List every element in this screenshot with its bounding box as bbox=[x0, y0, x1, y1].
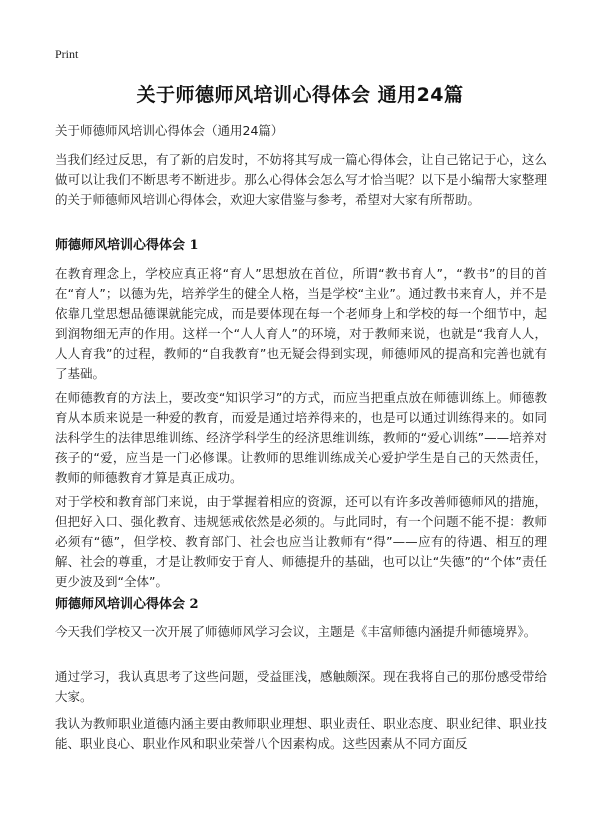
print-link[interactable]: Print bbox=[55, 47, 79, 61]
section-heading-2: 师德师风培训心得体会 2 bbox=[55, 597, 199, 612]
section-2-paragraph-1: 今天我们学校又一次开展了师德师风学习会议，主题是《丰富师德内涵提升师德境界》。 bbox=[55, 624, 537, 639]
section-1-paragraph-3: 对于学校和教育部门来说，由于掌握着相应的资源，还可以有许多改善师德师风的措施，但把好入口、强化教育、违规惩戒依然是必须的。与此同时，有一个问题不能不提：教师必须有“德”，但学校、教育部门、社会也应当让教师有“得”——应有的待遇、相互的理解、社会的尊重，才是让教师安于育人、师德提升的基础，也可以让“失德”的“个体”责任更少波及到“全体”。 bbox=[55, 494, 547, 589]
section-2-paragraph-2: 通过学习，我认真思考了这些问题，受益匪浅，感触颇深。现在我将自己的那份感受带给大家。 bbox=[55, 669, 547, 704]
section-2-paragraph-3: 我认为教师职业道德内涵主要由教师职业理想、职业责任、职业态度、职业纪律、职业技能、职业良心、职业作风和职业荣誉八个因素构成。这些因素从不同方面反 bbox=[55, 716, 547, 751]
section-1-paragraph-2: 在师德教育的方法上，要改变“知识学习”的方式，而应当把重点放在师德训练上。师德教育从本质来说是一种爱的教育，而爱是通过培养得来的，也是可以通过训练得来的。如同法科学生的法律思维训练、经济学科学生的经济思维训练，教师的“爱心训练”——培养对孩子的“爱，应当是一门必修课。让教师的思维训练成关心爱护学生是自己的天然责任，教师的师德教育才算是真正成功。 bbox=[55, 390, 547, 485]
document-subtitle: 关于师德师风培训心得体会（通用24篇） bbox=[55, 123, 284, 138]
intro-paragraph: 当我们经过反思，有了新的启发时，不妨将其写成一篇心得体会，让自己铭记于心，这么做可以让我们不断思考不断进步。那么心得体会怎么写才恰当呢？以下是小编帮大家整理的关于师德师风培训心得体会，欢迎大家借鉴与参考，希望对大家有所帮助。 bbox=[55, 152, 547, 207]
page-title: 关于师德师风培训心得体会 通用24篇 bbox=[136, 84, 464, 106]
section-1-paragraph-1: 在教育理念上，学校应真正将“育人”思想放在首位，所谓“教书育人”，“教书”的目的首在“育人”；以德为先，培养学生的健全人格，当是学校“主业”。通过教书来育人，并不是依靠几堂思想品德课就能完成，而是要体现在每一个老师身上和学校的每一个细节中，起到润物细无声的作用。这样一个“人人育人”的环境，对于教师来说，也就是“我育人人，人人育我”的过程，教师的“自我教育”也无疑会得到实现，师德师风的提高和完善也就有了基础。 bbox=[55, 266, 547, 381]
section-heading-1: 师德师风培训心得体会 1 bbox=[55, 238, 199, 253]
